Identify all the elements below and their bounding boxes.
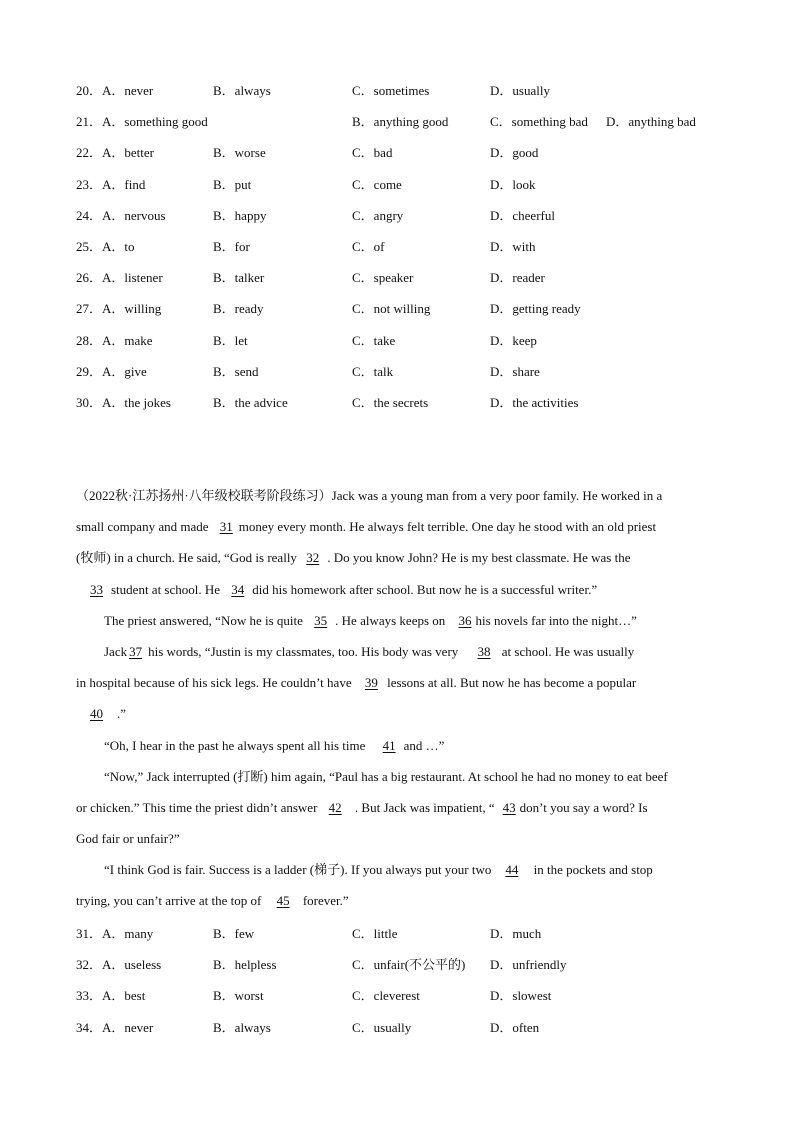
passage-line: “Now,” Jack interrupted (打断) him again, “Paul has a big restaurant. At school he had no money to eat beef (104, 768, 668, 784)
option-b: B．always (213, 83, 271, 98)
passage-line: (牧师) in a church. He said, “God is really 32 . Do you know John? He is my best classmate. He was the (76, 550, 631, 566)
option-a: A．listener (102, 270, 163, 286)
option-c: C．speaker (352, 270, 414, 286)
question-options-top (76, 81, 736, 424)
option-b: B．anything good (352, 114, 449, 130)
option-b: B．put (213, 176, 252, 192)
option-a: A．better (102, 145, 154, 161)
option-c: C．talk (352, 363, 394, 379)
blank-42: 42 (328, 799, 342, 815)
option-a: A．something good (102, 114, 208, 130)
option-d: D．unfriendly (490, 957, 567, 973)
question-number: 33． (76, 988, 103, 1004)
option-a: A．to (102, 238, 135, 254)
question-row (76, 1018, 736, 1049)
passage-line: Jack 37 his words, “Justin is my classmates, too. His body was very 38 at school. He was usually (104, 643, 635, 659)
passage-line: “Oh, I hear in the past he always spent all his time 41 and …” (104, 737, 445, 753)
passage-line: （2022秋·江苏扬州·八年级校联考阶段练习）Jack was a young man from a very poor family. He worked in a (76, 488, 663, 503)
question-row (76, 268, 736, 299)
question-number: 23． (76, 176, 103, 192)
question-options-bottom (76, 924, 736, 1049)
blank-38: 38 (477, 643, 491, 659)
question-number: 26． (76, 270, 103, 286)
question-number: 29． (76, 363, 103, 379)
option-a: A．give (102, 363, 147, 379)
option-d: D．good (490, 145, 539, 161)
option-a: A．useless (102, 957, 162, 973)
question-number: 24． (76, 207, 103, 223)
option-d: D．share (490, 363, 540, 379)
blank-32: 32 (306, 550, 320, 566)
question-number: 28． (76, 332, 103, 348)
question-row (76, 237, 736, 268)
question-row (76, 175, 736, 206)
question-row (76, 143, 736, 174)
question-row (76, 393, 736, 424)
option-c: C．of (352, 238, 385, 254)
option-a: A．willing (102, 301, 162, 317)
passage-line: in hospital because of his sick legs. He couldn’t have 39 lessons at all. But now he has become a popular (76, 675, 637, 691)
option-d: D．often (490, 1019, 540, 1035)
option-c: C．come (352, 176, 402, 192)
blank-31: 31 (219, 519, 233, 535)
option-b: B．helpless (213, 957, 277, 973)
option-a: A．the jokes (102, 394, 171, 410)
question-number: 30． (76, 394, 103, 410)
question-number: 22． (76, 145, 103, 161)
option-b: B．for (213, 238, 250, 254)
passage-line: The priest answered, “Now he is quite 35 . He always keeps on 36 his novels far into the night…” (104, 612, 637, 628)
passage-line: small company and made 31 money every month. He always felt terrible. One day he stood with an old priest (76, 519, 657, 535)
option-c: C．cleverest (352, 988, 420, 1004)
option-b: B．talker (213, 270, 265, 286)
blank-41: 41 (382, 737, 396, 753)
option-d: D．usually (490, 83, 550, 98)
option-c: C．not willing (352, 301, 431, 317)
blank-39: 39 (364, 675, 378, 691)
option-a: A．never (102, 83, 154, 98)
passage-line: “I think God is fair. Success is a ladder (梯子). If you always put your two 44 in the pockets and stop (104, 862, 653, 878)
option-c: C．the secrets (352, 394, 429, 410)
option-d: D．anything bad (606, 114, 696, 130)
blank-36: 36 (458, 612, 472, 628)
option-c: C．little (352, 926, 398, 941)
option-d: D．the activities (490, 394, 579, 410)
blank-45: 45 (276, 893, 290, 909)
question-number: 31． (76, 926, 103, 941)
blank-37: 37 (129, 643, 143, 659)
option-d: D．keep (490, 332, 537, 348)
option-c: C．angry (352, 207, 404, 223)
question-number: 32． (76, 957, 103, 973)
option-c: C．something bad (490, 114, 588, 130)
option-b: B．happy (213, 207, 267, 223)
option-c: C．take (352, 332, 396, 348)
passage-line: 33 student at school. He 34 did his homework after school. But now he is a successful writer.” (76, 580, 718, 611)
question-number: 25． (76, 238, 103, 254)
question-row (76, 81, 736, 112)
passage-line: God fair or unfair?” (76, 831, 180, 847)
question-row (76, 955, 736, 986)
option-c: C．sometimes (352, 83, 430, 98)
question-number: 21． (76, 114, 103, 130)
question-row (76, 924, 736, 955)
option-a: A．make (102, 332, 153, 348)
passage-line: or chicken.” This time the priest didn’t answer 42 . But Jack was impatient, “ 43 don’t you say a word? Is (76, 799, 648, 815)
option-d: D．getting ready (490, 301, 581, 317)
option-c: C．bad (352, 145, 393, 161)
option-d: D．cheerful (490, 207, 555, 223)
option-b: B．few (213, 926, 255, 941)
blank-44: 44 (505, 862, 519, 878)
question-row (76, 362, 736, 393)
option-b: B．let (213, 332, 248, 348)
option-c: C．usually (352, 1019, 412, 1035)
option-b: B．ready (213, 301, 264, 317)
question-row (76, 331, 736, 362)
passage-line: 40 .” (76, 704, 718, 735)
blank-43: 43 (502, 799, 516, 815)
cloze-passage (76, 486, 718, 923)
question-row (76, 206, 736, 237)
option-a: A．find (102, 176, 146, 192)
option-d: D．with (490, 238, 536, 254)
option-c: C．unfair(不公平的) (352, 957, 466, 973)
passage-line: trying, you can’t arrive at the top of 45 forever.” (76, 893, 349, 909)
blank-40: 40 (90, 706, 103, 722)
question-number: 34． (76, 1019, 103, 1035)
option-d: D．look (490, 176, 536, 192)
option-a: A．best (102, 988, 146, 1004)
option-b: B．worse (213, 145, 266, 161)
option-b: B．worst (213, 988, 264, 1004)
option-b: B．always (213, 1019, 271, 1035)
blank-34: 34 (231, 581, 245, 597)
option-a: A．nervous (102, 207, 166, 223)
question-row (76, 112, 736, 143)
option-a: A．never (102, 1019, 154, 1035)
question-number: 20． (76, 83, 103, 98)
option-d: D．much (490, 926, 542, 941)
blank-35: 35 (314, 612, 328, 628)
option-a: A．many (102, 926, 154, 941)
option-b: B．send (213, 363, 259, 379)
question-number: 27． (76, 301, 103, 317)
option-d: D．slowest (490, 988, 552, 1004)
question-row (76, 299, 736, 330)
blank-33: 33 (90, 581, 103, 597)
option-b: B．the advice (213, 394, 288, 410)
option-d: D．reader (490, 270, 545, 286)
question-row (76, 986, 736, 1017)
